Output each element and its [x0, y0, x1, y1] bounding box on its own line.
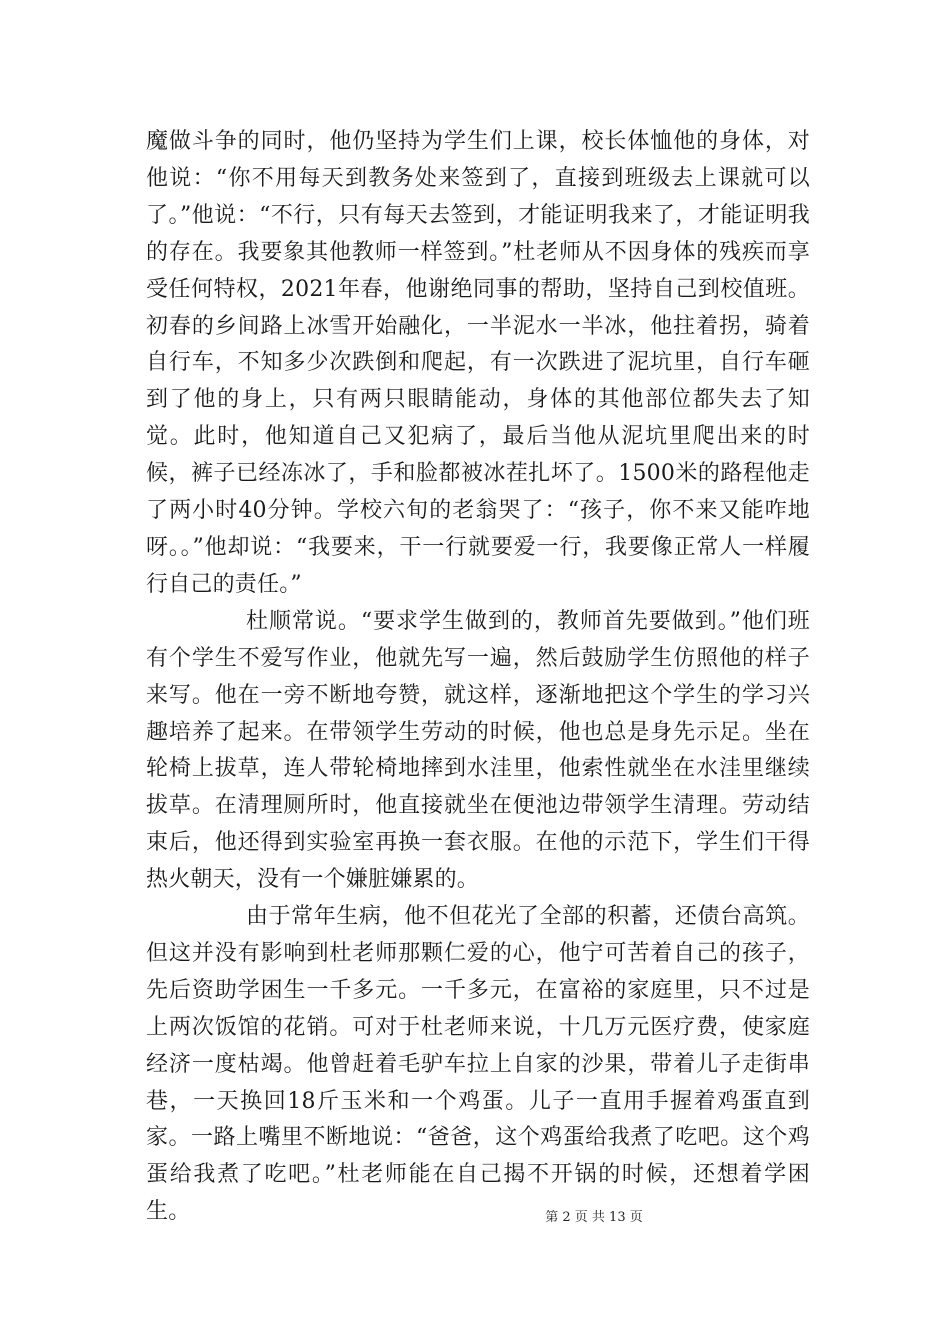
- paragraph-du-shun-example: 杜顺常说。“要求学生做到的，教师首先要做到。”他们班有个学生不爱写作业，他就先写一遍，然后鼓励学生仿照他的样子来写。他在一旁不断地夸赞，就这样，逐渐地把这个学生的学习兴趣培养了起来。在带领学生劳动的时候，他也总是身先示足。坐在轮椅上拔草，连人带轮椅地摔到水洼里，他索性就坐在水洼里继续拔草。在清理厕所时，他直接就坐在便池边带领学生清理。劳动结束后，他还得到实验室再换一套衣服。在他的示范下，学生们干得热火朝天，没有一个嫌脏嫌累的。: [146, 608, 810, 893]
- page-footer: [0, 1206, 950, 1225]
- paragraph-financial-hardship: 由于常年生病，他不但花光了全部的积蓄，还债台高筑。但这并没有影响到杜老师那颗仁爱的心，他宁可苦着自己的孩子，先后资助学困生一千多元。一千多元，在富裕的家庭里，只不过是上两次饭馆的花销。可对于杜老师来说，十几万元医疗费，使家庭经济一度枯竭。他曾赶着毛驴车拉上自家的沙果，带着儿子走街串巷，一天换回18斤玉米和一个鸡蛋。儿子一直用手握着鸡蛋直到家。一路上嘴里不断地说：“爸爸，这个鸡蛋给我煮了吃吧。这个鸡蛋给我煮了吃吧。”杜老师能在自己揭不开锅的时候，还想着学困生。: [146, 904, 810, 1225]
- page-number-label: 第 2 页 共 13 页: [545, 1210, 643, 1225]
- paragraph-continuation: 魔做斗争的同时，他仍坚持为学生们上课，校长体恤他的身体，对他说：“你不用每天到教务处来签到了，直接到班级去上课就可以了。”他说：“不行，只有每天去签到，才能证明我来了，才能证明我的存在。我要象其他教师一样签到。”杜老师从不因身体的残疾而享受任何特权，2021年春，他谢绝同事的帮助，坚持自己到校值班。初春的乡间路上冰雪开始融化，一半泥水一半冰，他拄着拐，骑着自行车，不知多少次跌倒和爬起，有一次跌进了泥坑里，自行车砸到了他的身上，只有两只眼睛能动，身体的其他部位都失去了知觉。此时，他知道自己又犯病了，最后当他从泥坑里爬出来的时候，裤子已经冻冰了，手和脸都被冰茬扎坏了。1500米的路程他走了两小时40分钟。学校六旬的老翁哭了：“孩子，你不来又能咋地呀。。”他却说：“我要来，干一行就要爱一行，我要像正常人一样履行自己的责任。”: [146, 129, 810, 597]
- document-body: [146, 124, 810, 1231]
